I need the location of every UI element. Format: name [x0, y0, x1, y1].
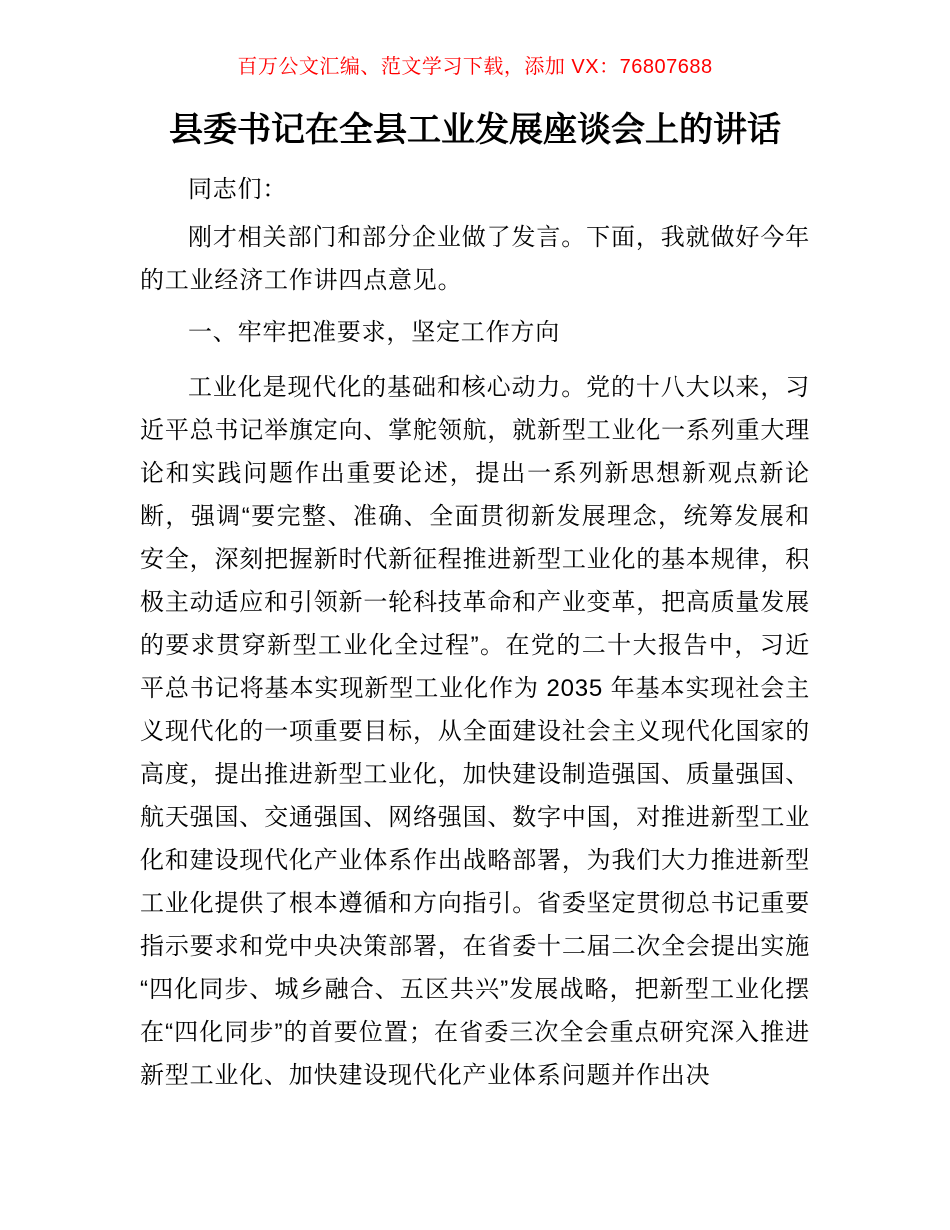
promo-notice: 百万公文汇编、范文学习下载，添加 VX：76807688: [237, 56, 713, 78]
document-body: [140, 168, 810, 1097]
document-title: 县委书记在全县工业发展座谈会上的讲话: [169, 111, 781, 149]
paragraph-intro: 刚才相关部门和部分企业做了发言。下面，我就做好今年的工业经济工作讲四点意见。: [140, 224, 810, 294]
paragraph-section-1-body: 工业化是现代化的基础和核心动力。党的十八大以来，习近平总书记举旗定向、掌舵领航，就新型工业化一系列重大理论和实践问题作出重要论述，提出一系列新思想新观点新论断，强调“要完整、准确、全面贯彻新发展理念，统筹发展和安全，深刻把握新时代新征程推进新型工业化的基本规律，积极主动适应和引领新一轮科技革命和产业变革，把高质量发展的要求贯穿新型工业化全过程”。在党的二十大报告中，习近平总书记将基本实现新型工业化作为 2035 年基本实现社会主义现代化的一项重要目标，从全面建设社会主义现代化国家的高度，提出推进新型工业化，加快建设制造强国、质量强国、航天强国、交通强国、网络强国、数字中国，对推进新型工业化和建设现代化产业体系作出战略部署，为我们大力推进新型工业化提供了根本遵循和方向指引。省委坚定贯彻总书记重要指示要求和党中央决策部署，在省委十二届二次全会提出实施“四化同步、城乡融合、五区共兴”发展战略，把新型工业化摆在“四化同步”的首要位置；在省委三次全会重点研究深入推进新型工业化、加快建设现代化产业体系问题并作出决: [140, 374, 810, 1089]
paragraph-salutation: 同志们：: [188, 176, 288, 203]
section-heading-1: 一、牢牢把准要求，坚定工作方向: [188, 319, 560, 346]
